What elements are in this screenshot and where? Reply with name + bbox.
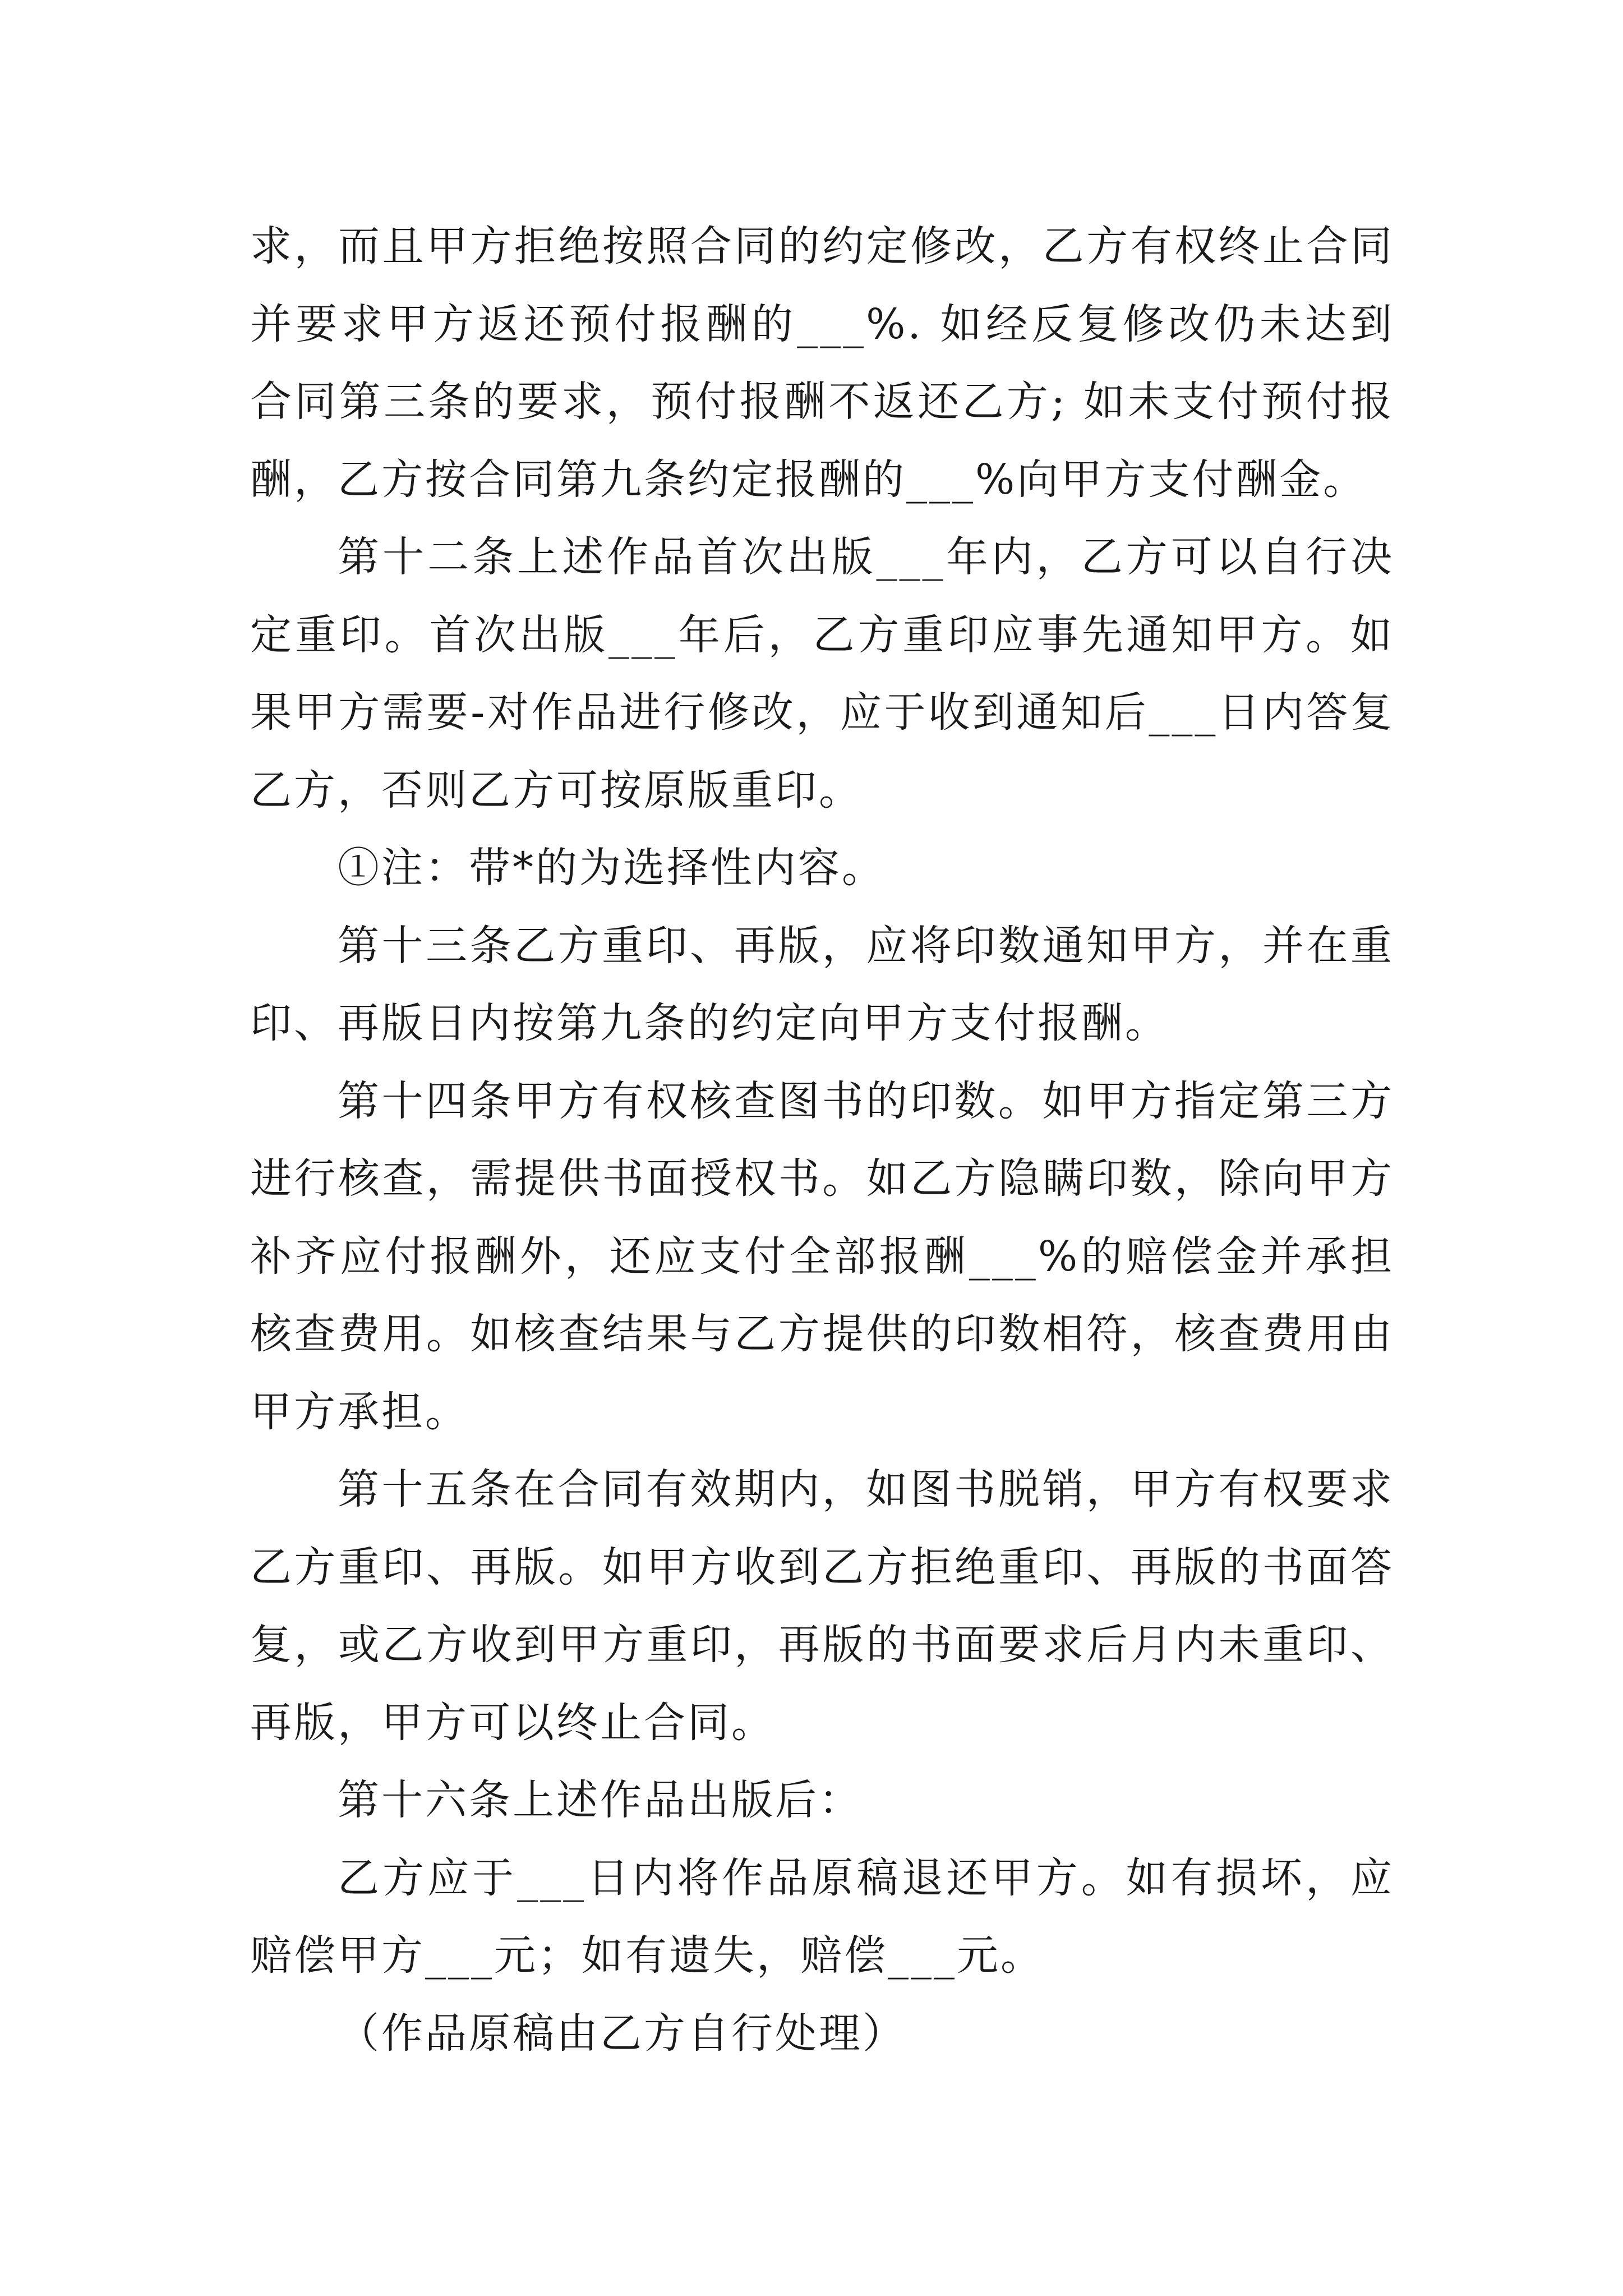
- paragraph-note: ①注：带*的为选择性内容。: [338, 844, 886, 892]
- document-body: [250, 208, 1394, 2072]
- paragraph-article-15: 第十五条在合同有效期内，如图书脱销，甲方有权要求乙方重印、再版。如甲方收到乙方拒绝重印、再版的书面答复，或乙方收到甲方重印，再版的书面要求后月内未重印、再版，甲方可以终止合同。: [250, 1465, 1394, 1747]
- paragraph-article-16: 第十六条上述作品出版后：: [338, 1776, 863, 1824]
- paragraph-article-14: 第十四条甲方有权核查图书的印数。如甲方指定第三方进行核查，需提供书面授权书。如乙方隐瞒印数，除向甲方补齐应付报酬外，还应支付全部报酬___%的赔偿金并承担核查费用。如核查结果与乙方提供的印数相符，核查费用由甲方承担。: [250, 1076, 1394, 1436]
- paragraph-1: 求，而且甲方拒绝按照合同的约定修改，乙方有权终止合同并要求甲方返还预付报酬的___%. 如经反复修改仍未达到合同第三条的要求，预付报酬不返还乙方; 如未支付预付报酬，乙方按合同第九条约定报酬的___%向甲方支付酬金。: [250, 222, 1394, 504]
- paragraph-manuscript-disposal: （作品原稿由乙方自行处理）: [338, 2009, 906, 2058]
- paragraph-article-13: 第十三条乙方重印、再版，应将印数通知甲方，并在重印、再版日内按第九条的约定向甲方支付报酬。: [250, 921, 1394, 1047]
- paragraph-manuscript-return: 乙方应于___日内将作品原稿退还甲方。如有损坏，应赔偿甲方___元；如有遗失，赔偿___元。: [250, 1853, 1394, 1980]
- paragraph-article-12: 第十二条上述作品首次出版___年内，乙方可以自行决定重印。首次出版___年后，乙方重印应事先通知甲方。如果甲方需要-对作品进行修改，应于收到通知后___日内答复乙方，否则乙方可按原版重印。: [250, 533, 1394, 815]
